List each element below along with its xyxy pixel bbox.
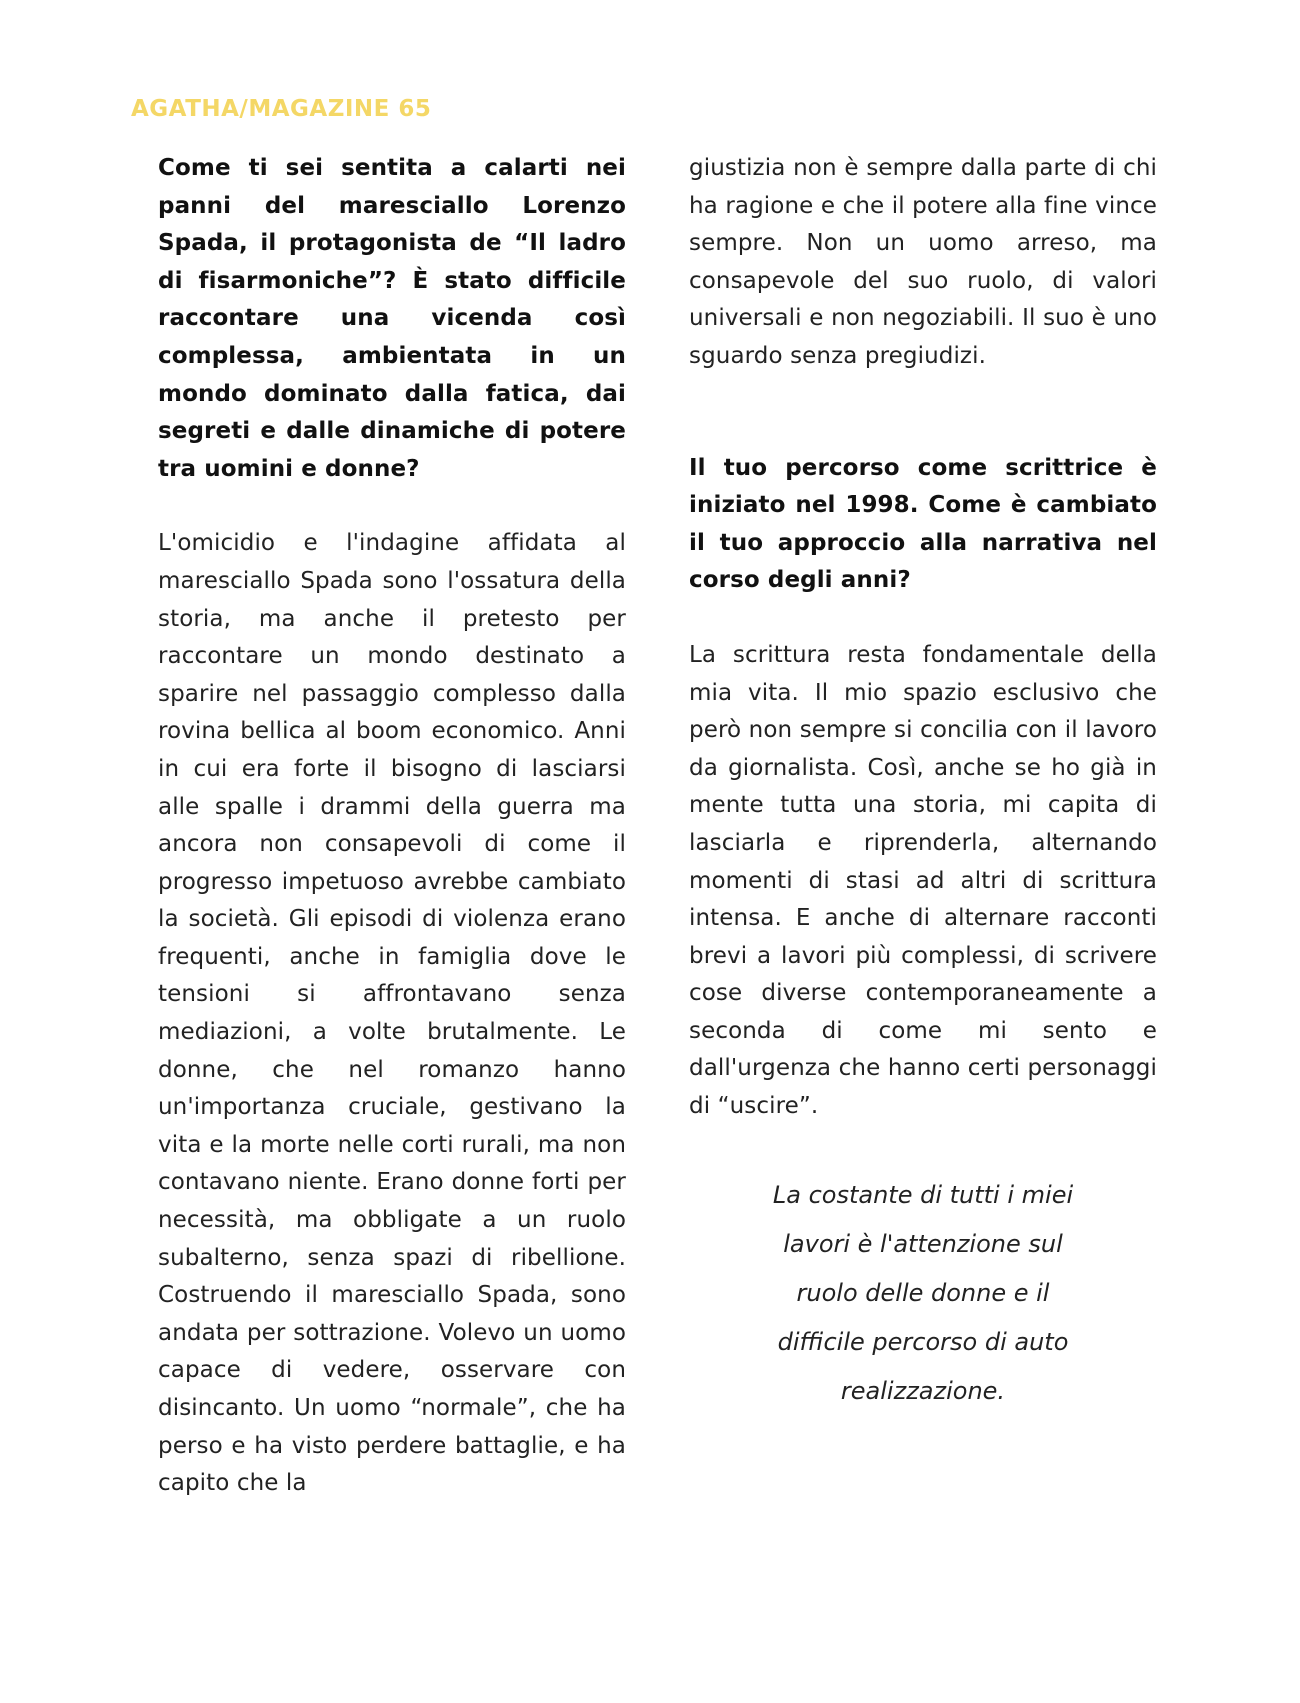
spacer	[689, 1126, 1157, 1171]
right-column	[689, 150, 1157, 1416]
interview-question-1: Come ti sei sentita a calarti nei panni del maresciallo Lorenzo Spada, il protagonista de “Il ladro di fisarmoniche”? È stato difficile raccontare una vicenda così complessa, ambientata in un mondo dominato dalla fatica, dai segreti e dalle dinamiche di potere tra uomini e donne?	[158, 155, 626, 482]
spacer	[158, 488, 626, 525]
spacer	[689, 600, 1157, 637]
magazine-running-title: AGATHA/MAGAZINE 65	[131, 96, 432, 122]
spacer	[689, 376, 1157, 450]
interview-question-2: Il tuo percorso come scrittrice è iniziato nel 1998. Come è cambiato il tuo approccio alla narrativa nel corso degli anni?	[689, 454, 1157, 594]
left-column	[158, 150, 626, 1503]
pull-quote: La costante di tutti i miei lavori è l'attenzione sul ruolo delle donne e il difficile percorso di auto realizzazione.	[772, 1180, 1074, 1405]
interview-answer-2: La scrittura resta fondamentale della mia vita. Il mio spazio esclusivo che però non sempre si concilia con il lavoro da giornalista. Così, anche se ho già in mente tutta una storia, mi capita di lasciarla e riprenderla, alternando momenti di stasi ad altri di scrittura intensa. E anche di alternare racconti brevi a lavori più complessi, di scrivere cose diverse contemporaneamente a seconda di come mi sento e dall'urgenza che hanno certi personaggi di “uscire”.	[689, 641, 1157, 1120]
interview-answer-1-continued: giustizia non è sempre dalla parte di chi ha ragione e che il potere alla fine vince sempre. Non un uomo arreso, ma consapevole del suo ruolo, di valori universali e non negoziabili. Il suo è uno sguardo senza pregiudizi.	[689, 155, 1157, 369]
interview-answer-1: L'omicidio e l'indagine affidata al maresciallo Spada sono l'ossatura della storia, ma anche il pretesto per raccontare un mondo destinato a sparire nel passaggio complesso dalla rovina bellica al boom economico. Anni in cui era forte il bisogno di lasciarsi alle spalle i drammi della guerra ma ancora non consapevoli di come il progresso impetuoso avrebbe cambiato la società. Gli episodi di violenza erano frequenti, anche in famiglia dove le tensioni si affrontavano senza mediazioni, a volte brutalmente. Le donne, che nel romanzo hanno un'importanza cruciale, gestivano la vita e la morte nelle corti rurali, ma non contavano niente. Erano donne forti per necessità, ma obbligate a un ruolo subalterno, senza spazi di ribellione. Costruendo il maresciallo Spada, sono andata per sottrazione. Volevo un uomo capace di vedere, osservare con disincanto. Un uomo “normale”, che ha perso e ha visto perdere battaglie, e ha capito che la	[158, 530, 626, 1497]
